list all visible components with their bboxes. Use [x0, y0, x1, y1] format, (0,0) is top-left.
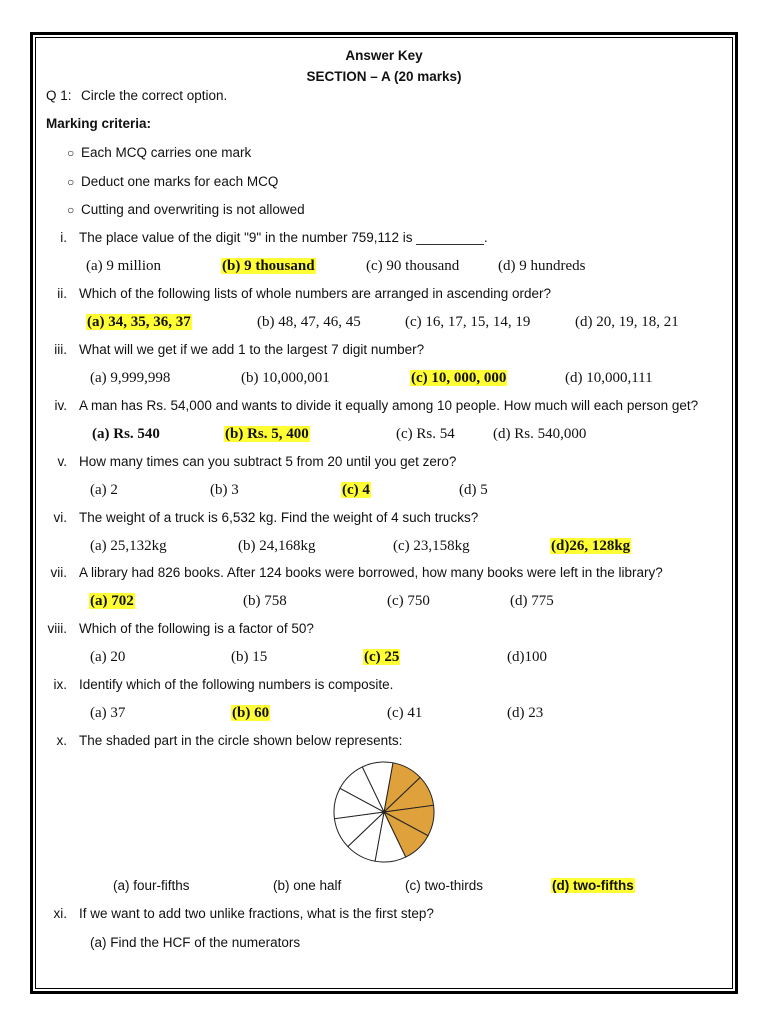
bullet-icon: ○: [67, 146, 75, 160]
question-text: Identify which of the following numbers is composite.: [79, 677, 394, 692]
correct-option-highlight: (a) 34, 35, 36, 37: [87, 314, 191, 330]
correct-option-highlight: (b) 60: [232, 705, 270, 721]
option-b: (b) 24,168kg: [238, 538, 316, 554]
option-b: (b) 48, 47, 46, 45: [257, 314, 361, 330]
option-a: (a) 9,999,998: [90, 370, 171, 386]
option-c: (c) two-thirds: [405, 878, 484, 893]
correct-option-highlight: (b) Rs. 5, 400: [225, 426, 309, 442]
question-text: The place value of the digit "9" in the number 759,112 is _________.: [79, 230, 488, 245]
option-a: (a) four-fifths: [113, 878, 190, 893]
option-b: (b) 15: [231, 649, 268, 665]
option-b: (b) one half: [273, 878, 342, 893]
question-number: viii.: [47, 621, 67, 636]
option-b: (b) 758: [243, 593, 287, 609]
option-d: (d) 9 hundreds: [498, 258, 586, 274]
bullet-icon: ○: [67, 203, 75, 217]
option-d: (d) Rs. 540,000: [493, 426, 587, 442]
correct-option-highlight: (c) 10, 000, 000: [411, 370, 507, 386]
marking-item: Each MCQ carries one mark: [81, 145, 252, 160]
option-d: (d) 10,000,111: [565, 370, 653, 386]
correct-option-highlight: (c) 25: [364, 649, 400, 665]
question-number: xi.: [53, 906, 67, 921]
question-number: iii.: [54, 342, 67, 357]
option-c: (c) 23,158kg: [393, 538, 470, 554]
option-a: (a) 37: [90, 705, 126, 721]
option-a: (a) 2: [90, 482, 118, 498]
question-number: i.: [60, 230, 67, 245]
question-text: The shaded part in the circle shown below represents:: [79, 733, 403, 748]
question-number: ii.: [57, 286, 67, 301]
option-a: (a) 9 million: [86, 258, 161, 274]
marking-item: Deduct one marks for each MCQ: [81, 174, 279, 189]
correct-option-highlight: (d) two-fifths: [552, 878, 634, 893]
correct-option-highlight: (a) 702: [90, 593, 134, 609]
option-b: (b) 3: [210, 482, 239, 498]
question-text: What will we get if we add 1 to the largest 7 digit number?: [79, 342, 425, 357]
option-d: (d)100: [507, 649, 547, 665]
option-d: (d) 775: [510, 593, 554, 609]
correct-option-highlight: (d)26, 128kg: [551, 538, 631, 554]
page-title: Answer Key: [345, 48, 423, 63]
option-d: (d) 23: [507, 705, 544, 721]
q1-instruction: Circle the correct option.: [81, 88, 228, 103]
question-number: iv.: [54, 398, 67, 413]
option-a: (a) Rs. 540: [92, 426, 160, 442]
section-title: SECTION – A (20 marks): [306, 69, 462, 84]
option-c: (c) 41: [387, 705, 423, 721]
marking-heading: Marking criteria:: [46, 116, 152, 131]
option-a: (a) Find the HCF of the numerators: [90, 935, 301, 950]
option-b: (b) 10,000,001: [241, 370, 330, 386]
option-c: (c) 750: [387, 593, 430, 609]
option-c: (c) Rs. 54: [396, 426, 455, 442]
fraction-circle-figure: [330, 756, 438, 868]
question-text: Which of the following is a factor of 50?: [79, 621, 314, 636]
question-text: If we want to add two unlike fractions, what is the first step?: [79, 906, 434, 921]
q1-label: Q 1:: [46, 88, 72, 103]
question-number: vii.: [50, 565, 67, 580]
question-text: A man has Rs. 54,000 and wants to divide it equally among 10 people. How much will each person get?: [79, 398, 699, 413]
question-number: vi.: [53, 510, 67, 525]
question-text: Which of the following lists of whole numbers are arranged in ascending order?: [79, 286, 552, 301]
question-text: The weight of a truck is 6,532 kg. Find the weight of 4 such trucks?: [79, 510, 479, 525]
option-c: (c) 16, 17, 15, 14, 19: [405, 314, 531, 330]
option-c: (c) 90 thousand: [366, 258, 460, 274]
question-number: v.: [57, 454, 67, 469]
option-a: (a) 20: [90, 649, 126, 665]
question-text: How many times can you subtract 5 from 20 until you get zero?: [79, 454, 457, 469]
bullet-icon: ○: [67, 175, 75, 189]
question-number: x.: [56, 733, 67, 748]
option-d: (d) 20, 19, 18, 21: [575, 314, 679, 330]
option-d: (d) 5: [459, 482, 488, 498]
question-number: ix.: [53, 677, 67, 692]
marking-item: Cutting and overwriting is not allowed: [81, 202, 305, 217]
question-text: A library had 826 books. After 124 books were borrowed, how many books were left in the library?: [79, 565, 663, 580]
correct-option-highlight: (c) 4: [342, 482, 370, 498]
correct-option-highlight: (b) 9 thousand: [222, 258, 315, 274]
option-a: (a) 25,132kg: [90, 538, 167, 554]
